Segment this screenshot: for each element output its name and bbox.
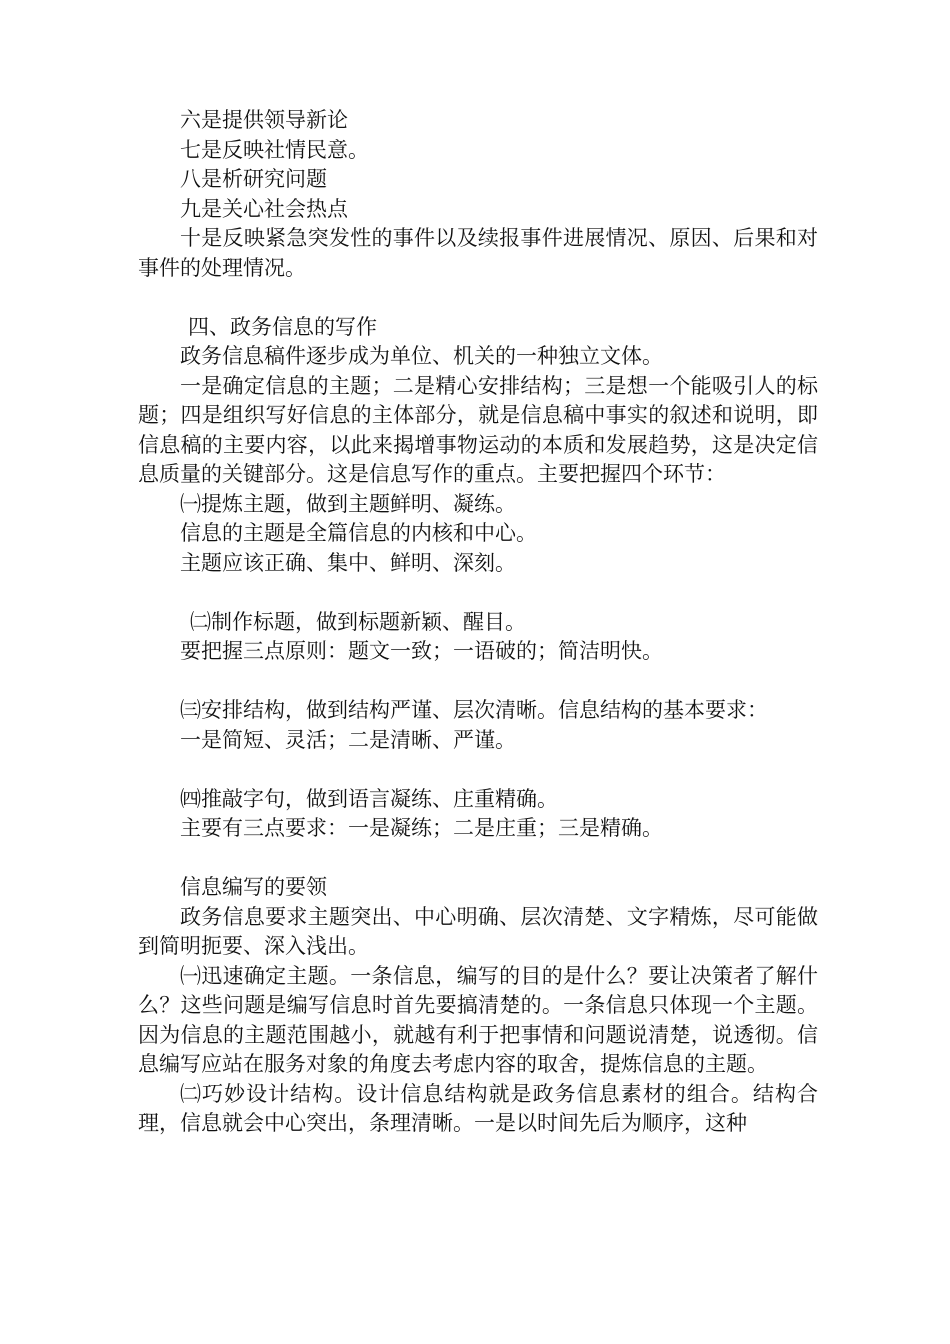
paragraph-item-8: 八是析研究问题 bbox=[180, 167, 327, 191]
writing-steps-paragraph: 一是确定信息的主题；二是精心安排结构；三是想一个能吸引人的标题；四是组织写好信息的主体部分，就是信息稿中事实的叙述和说明，即信息稿的主要内容，以此来揭增事物运动的本质和发展趋势，这是决定信息质量的关键部分。这是信息写作的重点。主要把握四个环节： bbox=[138, 373, 818, 486]
step-1-heading: ㈠提炼主题，做到主题鲜明、凝练。 bbox=[180, 491, 516, 516]
point-2-paragraph: ㈡巧妙设计结构。设计信息结构就是政务信息素材的组合。结构合理，信息就会中心突出，条理清晰。一是以时间先后为顺序，这种 bbox=[138, 1081, 818, 1135]
subsection-intro: 政务信息要求主题突出、中心明确、层次清楚、文字精炼，尽可能做到简明扼要、深入浅出。 bbox=[138, 904, 818, 958]
step-3-detail: 一是简短、灵活；二是清晰、严谨。 bbox=[180, 727, 516, 752]
subsection-heading: 信息编写的要领 bbox=[180, 875, 327, 899]
paragraph-item-9: 九是关心社会热点 bbox=[180, 196, 348, 221]
step-2-heading: ㈡制作标题，做到标题新颖、醒目。 bbox=[190, 609, 526, 634]
step-1-detail-2: 主题应该正确、集中、鲜明、深刻。 bbox=[180, 550, 516, 575]
paragraph-item-6: 六是提供领导新论 bbox=[180, 108, 348, 132]
step-2-detail: 要把握三点原则：题文一致；一语破的；简洁明快。 bbox=[180, 639, 663, 663]
paragraph-gap bbox=[138, 755, 818, 785]
document-body bbox=[138, 106, 818, 1139]
point-1-paragraph: ㈠迅速确定主题。一条信息，编写的目的是什么？要让决策者了解什么？这些问题是编写信息时首先要搞清楚的。一条信息只体现一个主题。因为信息的主题范围越小，就越有利于把事情和问题说清楚，说透彻。信息编写应站在服务对象的角度去考虑内容的取舍，提炼信息的主题。 bbox=[138, 963, 818, 1076]
paragraph-gap bbox=[138, 283, 818, 313]
step-1-detail-1: 信息的主题是全篇信息的内核和中心。 bbox=[180, 521, 537, 545]
paragraph-item-7: 七是反映社情民意。 bbox=[180, 137, 369, 162]
paragraph-gap bbox=[138, 667, 818, 697]
paragraph-gap bbox=[138, 844, 818, 874]
section-intro: 政务信息稿件逐步成为单位、机关的一种独立文体。 bbox=[180, 344, 663, 368]
section-heading: 四、政务信息的写作 bbox=[188, 314, 377, 339]
step-4-heading: ㈣推敲字句，做到语言凝练、庄重精确。 bbox=[180, 786, 558, 811]
paragraph-item-10: 十是反映紧急突发性的事件以及续报事件进展情况、原因、后果和对事件的处理情况。 bbox=[138, 226, 818, 280]
paragraph-gap bbox=[138, 578, 818, 608]
step-4-detail: 主要有三点要求：一是凝练；二是庄重；三是精确。 bbox=[180, 816, 663, 840]
step-3-heading: ㈢安排结构，做到结构严谨、层次清晰。信息结构的基本要求： bbox=[180, 698, 768, 722]
